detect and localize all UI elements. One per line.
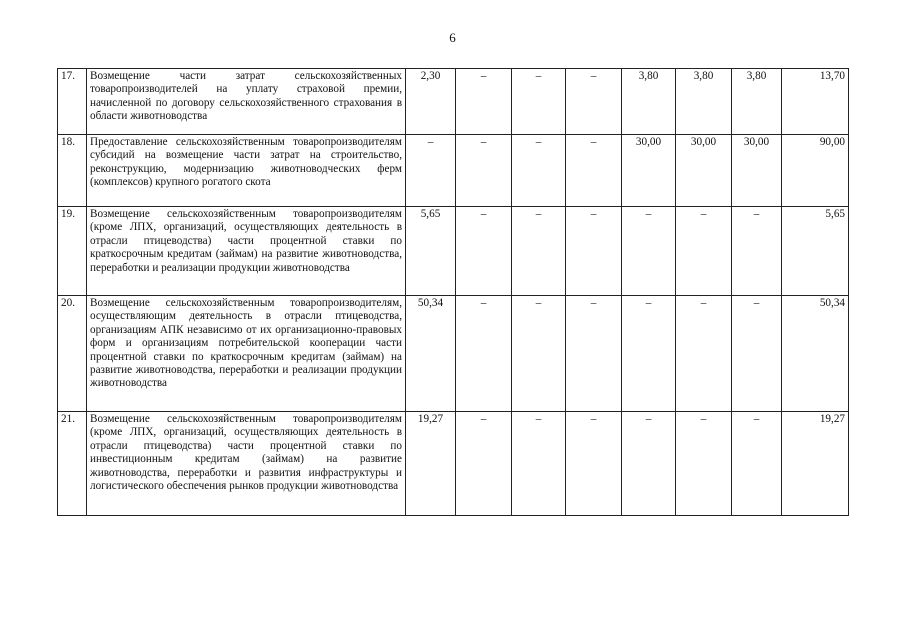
row-number: 18. [58, 135, 87, 207]
year-value: – [622, 207, 676, 296]
year-value: – [406, 135, 456, 207]
year-value: – [676, 296, 732, 412]
year-value: 19,27 [406, 412, 456, 516]
year-value: – [676, 207, 732, 296]
page-number: 6 [449, 30, 456, 45]
year-value: – [456, 135, 512, 207]
year-value: – [676, 412, 732, 516]
row-number: 17. [58, 69, 87, 135]
year-value: – [566, 296, 622, 412]
total-value: 50,34 [782, 296, 849, 412]
program-measures-table [57, 68, 849, 516]
row-number: 20. [58, 296, 87, 412]
total-value: 13,70 [782, 69, 849, 135]
year-value: – [456, 296, 512, 412]
year-value: – [512, 69, 566, 135]
total-value: 90,00 [782, 135, 849, 207]
year-value: – [566, 69, 622, 135]
year-value: – [512, 207, 566, 296]
year-value: – [456, 207, 512, 296]
table-row [58, 296, 849, 412]
year-value: – [732, 412, 782, 516]
year-value: 30,00 [732, 135, 782, 207]
year-value: – [512, 412, 566, 516]
table-row [58, 412, 849, 516]
table-row [58, 135, 849, 207]
row-number: 19. [58, 207, 87, 296]
measure-description: Возмещение части затрат сельскохозяйственных товаропроизводителей на уплату страховой премии, начисленной по договору сельскохозяйственного страхования в области животноводства [87, 69, 406, 135]
year-value: – [732, 207, 782, 296]
year-value: 5,65 [406, 207, 456, 296]
year-value: – [566, 207, 622, 296]
year-value: 2,30 [406, 69, 456, 135]
row-number: 21. [58, 412, 87, 516]
table-row [58, 207, 849, 296]
total-value: 19,27 [782, 412, 849, 516]
measure-description: Возмещение сельскохозяйственным товаропроизводителям, осуществляющим деятельность в отрасли птицеводства, организациям АПК независимо от их организационно-правовых форм и организациям потребительской кооперации части процентной ставки по краткосрочным кредитам (займам) на развитие животноводства, переработки и реализации продукции животноводства [87, 296, 406, 412]
measure-description: Возмещение сельскохозяйственным товаропроизводителям (кроме ЛПХ, организаций, осуществляющих деятельность в отрасли птицеводства) части процентной ставки по краткосрочным кредитам (займам) на развитие животноводства, переработки и реализации продукции животноводства [87, 207, 406, 296]
year-value: – [566, 135, 622, 207]
total-value: 5,65 [782, 207, 849, 296]
year-value: 30,00 [622, 135, 676, 207]
year-value: 3,80 [676, 69, 732, 135]
year-value: – [512, 135, 566, 207]
table-row [58, 69, 849, 135]
year-value: 30,00 [676, 135, 732, 207]
year-value: – [622, 296, 676, 412]
year-value: 50,34 [406, 296, 456, 412]
measure-description: Возмещение сельскохозяйственным товаропроизводителям (кроме ЛПХ, организаций, осуществляющих деятельность в отрасли птицеводства) части процентной ставки по инвестиционным кредитам (займам) на развитие животноводства, переработки и развития инфраструктуры и логистического обеспечения рынков продукции животноводства [87, 412, 406, 516]
year-value: – [512, 296, 566, 412]
year-value: – [456, 412, 512, 516]
year-value: – [622, 412, 676, 516]
year-value: – [456, 69, 512, 135]
year-value: 3,80 [732, 69, 782, 135]
measure-description: Предоставление сельскохозяйственным товаропроизводителям субсидий на возмещение части затрат на строительство, реконструкцию, модернизацию животноводческих ферм (комплексов) крупного рогатого скота [87, 135, 406, 207]
year-value: – [732, 296, 782, 412]
year-value: – [566, 412, 622, 516]
year-value: 3,80 [622, 69, 676, 135]
